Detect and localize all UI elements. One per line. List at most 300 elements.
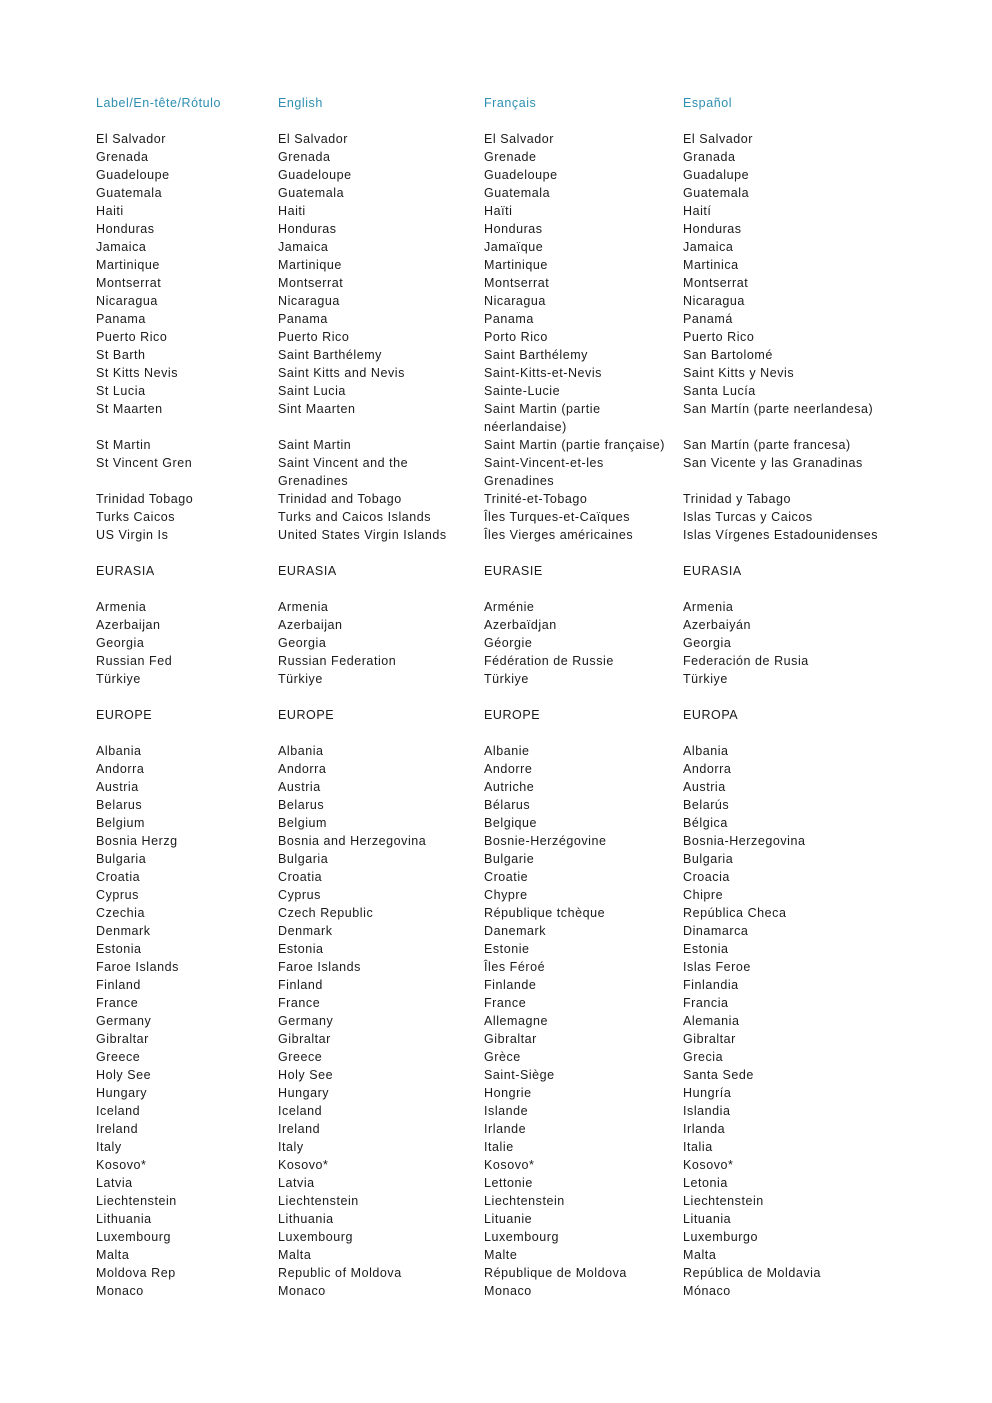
cell-label: Estonia [96,942,142,956]
table-row [96,364,916,382]
cell-english: Turks and Caicos Islands [278,510,432,524]
cell-label: Georgia [96,636,145,650]
cell-french: Saint Martin (partie française) [484,438,666,452]
cell-spanish: Francia [683,996,729,1010]
cell-english: Faroe Islands [278,960,361,974]
table-row [96,1264,916,1282]
cell-spanish: Nicaragua [683,294,745,308]
cell-english: Saint Kitts and Nevis [278,366,405,380]
table-row [96,202,916,220]
cell-spanish: Estonia [683,942,729,956]
cell-label: Panama [96,312,146,326]
cell-english: Greece [278,1050,323,1064]
cell-french: Saint-Kitts-et-Nevis [484,366,602,380]
table-row [96,1156,916,1174]
cell-french: Îles Turques-et-Caïques [484,510,631,524]
cell-french: Montserrat [484,276,550,290]
table-row [96,382,916,400]
cell-french: République tchèque [484,906,606,920]
cell-label: Cyprus [96,888,139,902]
cell-english: Cyprus [278,888,321,902]
table-row [96,1030,916,1048]
cell-label: Bosnia Herzg [96,834,178,848]
cell-english: Liechtenstein [278,1194,359,1208]
cell-english: Albania [278,744,324,758]
sections-container [96,130,916,1300]
table-row [96,958,916,976]
cell-label: St Vincent Gren [96,456,193,470]
cell-spanish: Lituania [683,1212,732,1226]
cell-french: Bulgarie [484,852,535,866]
cell-spanish: Bulgaria [683,852,734,866]
cell-english: Germany [278,1014,334,1028]
region-title-english: EURASIA [278,564,337,578]
table-row [96,886,916,904]
country-label-table [96,94,916,1300]
cell-french: Lettonie [484,1176,533,1190]
cell-label: Moldova Rep [96,1266,176,1280]
table-row [96,436,916,454]
cell-label: Gibraltar [96,1032,149,1046]
cell-french: Guadeloupe [484,168,558,182]
table-row [96,850,916,868]
cell-french: Saint-Vincent-et-les Grenadines [484,456,604,488]
cell-spanish: Bosnia-Herzegovina [683,834,806,848]
table-row [96,238,916,256]
cell-english: Belgium [278,816,328,830]
cell-english: Latvia [278,1176,315,1190]
cell-english: Martinique [278,258,342,272]
cell-label: US Virgin Is [96,528,169,542]
cell-spanish: Malta [683,1248,717,1262]
cell-spanish: Luxemburgo [683,1230,758,1244]
cell-french: Andorre [484,762,533,776]
cell-french: France [484,996,527,1010]
cell-english: Armenia [278,600,329,614]
cell-french: Îles Vierges américaines [484,528,634,542]
cell-french: El Salvador [484,132,554,146]
cell-label: Nicaragua [96,294,158,308]
section [96,130,916,544]
column-header-row [96,94,916,112]
cell-french: Azerbaïdjan [484,618,557,632]
cell-spanish: Austria [683,780,726,794]
region-title-english: EUROPE [278,708,335,722]
cell-english: Finland [278,978,323,992]
cell-label: Albania [96,744,142,758]
table-row [96,976,916,994]
cell-english: Republic of Moldova [278,1266,402,1280]
region-title-french: EURASIE [484,564,543,578]
table-row [96,634,916,652]
cell-spanish: Jamaica [683,240,734,254]
table-row [96,652,916,670]
cell-spanish: San Martín (parte neerlandesa) [683,402,874,416]
region-title-spanish: EUROPA [683,708,739,722]
cell-french: Albanie [484,744,530,758]
cell-french: Islande [484,1104,529,1118]
cell-french: Saint Barthélemy [484,348,588,362]
cell-english: Puerto Rico [278,330,350,344]
cell-spanish: República de Moldavia [683,1266,822,1280]
cell-english: Jamaica [278,240,329,254]
cell-french: Danemark [484,924,547,938]
cell-french: Croatie [484,870,529,884]
cell-spanish: Georgia [683,636,732,650]
region-title-row [96,562,916,580]
cell-label: Croatia [96,870,141,884]
cell-english: Estonia [278,942,324,956]
cell-label: Monaco [96,1284,144,1298]
cell-label: St Maarten [96,402,163,416]
cell-english: Türkiye [278,672,323,686]
table-row [96,616,916,634]
cell-spanish: El Salvador [683,132,753,146]
cell-english: Ireland [278,1122,321,1136]
section [96,688,916,1300]
cell-label: Iceland [96,1104,141,1118]
table-row [96,670,916,688]
cell-label: Czechia [96,906,146,920]
cell-spanish: Liechtenstein [683,1194,764,1208]
table-row [96,814,916,832]
cell-french: Kosovo* [484,1158,535,1172]
cell-english: Grenada [278,150,331,164]
cell-label: Kosovo* [96,1158,147,1172]
region-title-label: EUROPE [96,708,153,722]
table-row [96,1210,916,1228]
cell-french: Estonie [484,942,530,956]
table-row [96,796,916,814]
cell-label: Faroe Islands [96,960,179,974]
cell-label: Trinidad Tobago [96,492,194,506]
cell-english: Saint Lucia [278,384,346,398]
cell-english: Luxembourg [278,1230,353,1244]
cell-spanish: Grecia [683,1050,724,1064]
cell-english: Guatemala [278,186,345,200]
cell-label: Guatemala [96,186,163,200]
cell-spanish: República Checa [683,906,787,920]
cell-french: Italie [484,1140,514,1154]
table-row [96,1138,916,1156]
table-row [96,922,916,940]
cell-french: Nicaragua [484,294,546,308]
cell-spanish: Letonia [683,1176,728,1190]
cell-spanish: Chipre [683,888,724,902]
cell-english: Gibraltar [278,1032,331,1046]
cell-label: Hungary [96,1086,148,1100]
cell-english: Kosovo* [278,1158,329,1172]
cell-spanish: San Martín (parte francesa) [683,438,851,452]
cell-spanish: Islandia [683,1104,731,1118]
table-row [96,1246,916,1264]
cell-label: Greece [96,1050,141,1064]
cell-label: Turks Caicos [96,510,176,524]
cell-label: Puerto Rico [96,330,168,344]
cell-label: Ireland [96,1122,139,1136]
cell-english: Lithuania [278,1212,334,1226]
cell-spanish: Irlanda [683,1122,726,1136]
table-row [96,1192,916,1210]
table-row [96,1012,916,1030]
cell-english: Trinidad and Tobago [278,492,402,506]
cell-label: Russian Fed [96,654,173,668]
cell-spanish: Gibraltar [683,1032,736,1046]
cell-english: Azerbaijan [278,618,343,632]
header-label: Label/En-tête/Rótulo [96,96,221,110]
cell-french: Jamaïque [484,240,544,254]
cell-spanish: Azerbaiyán [683,618,752,632]
table-row [96,1174,916,1192]
cell-spanish: San Bartolomé [683,348,773,362]
cell-spanish: Santa Sede [683,1068,754,1082]
cell-french: Bélarus [484,798,531,812]
cell-french: Sainte-Lucie [484,384,561,398]
cell-label: Belgium [96,816,146,830]
cell-french: Haïti [484,204,513,218]
cell-english: Sint Maarten [278,402,356,416]
region-title-row [96,706,916,724]
table-row [96,490,916,508]
cell-french: Malte [484,1248,518,1262]
table-row [96,400,916,436]
cell-label: Latvia [96,1176,133,1190]
cell-spanish: Saint Kitts y Nevis [683,366,795,380]
table-row [96,1066,916,1084]
cell-label: St Lucia [96,384,146,398]
cell-spanish: Alemania [683,1014,740,1028]
cell-french: Saint Martin (partie néerlandaise) [484,402,601,434]
cell-french: Bosnie-Herzégovine [484,834,607,848]
section-gap [96,688,916,706]
table-row [96,454,916,490]
region-title-french: EUROPE [484,708,541,722]
table-row [96,346,916,364]
cell-english: Malta [278,1248,312,1262]
cell-spanish: Martinica [683,258,739,272]
cell-label: Lithuania [96,1212,152,1226]
cell-label: Holy See [96,1068,152,1082]
title-gap [96,580,916,598]
cell-label: Azerbaijan [96,618,161,632]
cell-french: Chypre [484,888,528,902]
cell-spanish: Trinidad y Tabago [683,492,792,506]
cell-french: Finlande [484,978,537,992]
cell-label: Liechtenstein [96,1194,177,1208]
cell-spanish: Bélgica [683,816,728,830]
cell-label: Belarus [96,798,143,812]
cell-french: Îles Féroé [484,960,546,974]
cell-spanish: Hungría [683,1086,732,1100]
cell-label: Malta [96,1248,130,1262]
cell-spanish: Dinamarca [683,924,749,938]
cell-english: Iceland [278,1104,323,1118]
cell-spanish: Islas Vírgenes Estadounidenses [683,528,879,542]
cell-label: Grenada [96,150,149,164]
cell-english: Croatia [278,870,323,884]
cell-spanish: Guadalupe [683,168,750,182]
cell-english: Russian Federation [278,654,397,668]
table-row [96,742,916,760]
cell-label: Haiti [96,204,124,218]
table-row [96,832,916,850]
cell-english: Montserrat [278,276,344,290]
table-row [96,1048,916,1066]
header-spanish: Español [683,96,733,110]
table-row [96,1120,916,1138]
table-row [96,184,916,202]
cell-label: Jamaica [96,240,147,254]
cell-french: Guatemala [484,186,551,200]
cell-french: Géorgie [484,636,533,650]
table-row [96,508,916,526]
cell-english: Austria [278,780,321,794]
cell-spanish: Italia [683,1140,713,1154]
cell-english: Monaco [278,1284,326,1298]
table-row [96,1228,916,1246]
cell-label: Türkiye [96,672,141,686]
table-row [96,598,916,616]
cell-spanish: Guatemala [683,186,750,200]
table-row [96,310,916,328]
cell-english: Holy See [278,1068,334,1082]
cell-label: Finland [96,978,141,992]
cell-label: Denmark [96,924,151,938]
cell-label: Italy [96,1140,122,1154]
cell-french: Martinique [484,258,548,272]
section [96,544,916,688]
table-row [96,274,916,292]
cell-french: Saint-Siège [484,1068,555,1082]
table-row [96,868,916,886]
cell-french: Gibraltar [484,1032,537,1046]
cell-spanish: Federación de Rusia [683,654,809,668]
table-row [96,328,916,346]
table-row [96,1282,916,1300]
table-row [96,166,916,184]
cell-label: France [96,996,139,1010]
cell-english: Saint Martin [278,438,352,452]
cell-label: St Barth [96,348,146,362]
cell-english: El Salvador [278,132,348,146]
cell-label: St Kitts Nevis [96,366,179,380]
cell-english: Bulgaria [278,852,329,866]
cell-french: République de Moldova [484,1266,627,1280]
cell-english: Denmark [278,924,333,938]
header-french: Français [484,96,537,110]
cell-spanish: Armenia [683,600,734,614]
cell-french: Arménie [484,600,535,614]
cell-spanish: Panamá [683,312,733,326]
cell-label: Austria [96,780,139,794]
cell-label: Germany [96,1014,152,1028]
cell-french: Luxembourg [484,1230,559,1244]
cell-english: Honduras [278,222,337,236]
table-row [96,256,916,274]
section-gap [96,544,916,562]
table-row [96,778,916,796]
cell-label: Guadeloupe [96,168,170,182]
cell-spanish: Türkiye [683,672,728,686]
cell-spanish: Andorra [683,762,732,776]
cell-label: St Martin [96,438,151,452]
cell-english: Panama [278,312,328,326]
cell-french: Honduras [484,222,543,236]
cell-spanish: Granada [683,150,736,164]
table-row [96,526,916,544]
region-title-spanish: EURASIA [683,564,742,578]
cell-french: Hongrie [484,1086,532,1100]
cell-label: Montserrat [96,276,162,290]
cell-french: Trinité-et-Tobago [484,492,588,506]
table-row [96,130,916,148]
cell-spanish: San Vicente y las Granadinas [683,456,863,470]
cell-english: United States Virgin Islands [278,528,447,542]
region-title-label: EURASIA [96,564,155,578]
cell-spanish: Albania [683,744,729,758]
table-row [96,994,916,1012]
cell-label: Luxembourg [96,1230,171,1244]
title-gap [96,724,916,742]
cell-french: Lituanie [484,1212,533,1226]
cell-english: Saint Barthélemy [278,348,382,362]
cell-spanish: Haití [683,204,712,218]
cell-spanish: Islas Feroe [683,960,751,974]
cell-spanish: Mónaco [683,1284,731,1298]
cell-french: Fédération de Russie [484,654,614,668]
cell-spanish: Finlandia [683,978,739,992]
table-row [96,1084,916,1102]
cell-french: Grèce [484,1050,521,1064]
cell-spanish: Honduras [683,222,742,236]
table-row [96,292,916,310]
cell-french: Autriche [484,780,535,794]
header-english: English [278,96,323,110]
cell-french: Türkiye [484,672,529,686]
table-row [96,1102,916,1120]
cell-label: Martinique [96,258,160,272]
table-row [96,904,916,922]
cell-english: Andorra [278,762,327,776]
cell-french: Porto Rico [484,330,548,344]
cell-english: Bosnia and Herzegovina [278,834,427,848]
cell-spanish: Croacia [683,870,730,884]
cell-english: Belarus [278,798,325,812]
cell-french: Allemagne [484,1014,549,1028]
cell-french: Grenade [484,150,537,164]
cell-spanish: Santa Lucía [683,384,756,398]
cell-english: Hungary [278,1086,330,1100]
cell-english: Saint Vincent and the Grenadines [278,456,409,488]
cell-spanish: Belarús [683,798,730,812]
cell-label: Honduras [96,222,155,236]
cell-french: Liechtenstein [484,1194,565,1208]
cell-english: Italy [278,1140,304,1154]
cell-label: El Salvador [96,132,166,146]
cell-english: Georgia [278,636,327,650]
cell-english: Nicaragua [278,294,340,308]
cell-english: Guadeloupe [278,168,352,182]
cell-english: Czech Republic [278,906,374,920]
cell-french: Irlande [484,1122,527,1136]
table-row [96,760,916,778]
cell-label: Bulgaria [96,852,147,866]
cell-english: Haiti [278,204,306,218]
cell-spanish: Puerto Rico [683,330,755,344]
cell-spanish: Montserrat [683,276,749,290]
cell-french: Belgique [484,816,538,830]
table-row [96,148,916,166]
